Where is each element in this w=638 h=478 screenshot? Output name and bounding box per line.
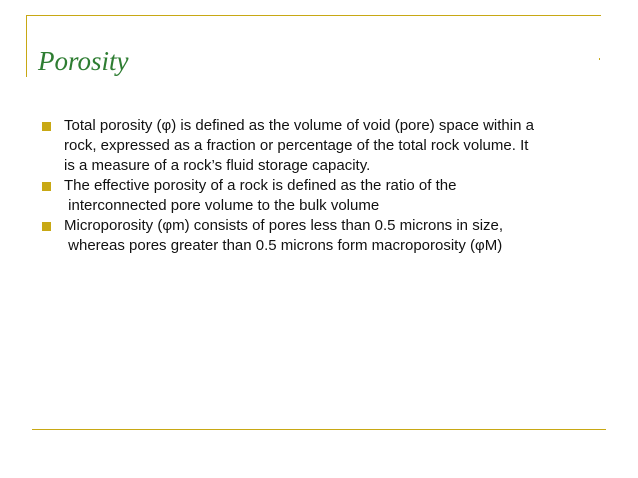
square-bullet-icon bbox=[42, 222, 51, 231]
top-rule bbox=[26, 15, 601, 16]
bullet-line: whereas pores greater than 0.5 microns form macroporosity (φM) bbox=[64, 237, 503, 254]
decorative-dot bbox=[599, 58, 600, 60]
left-rule bbox=[26, 15, 27, 77]
square-bullet-icon bbox=[42, 182, 51, 191]
bullet-item-microporosity bbox=[38, 216, 598, 256]
bullet-item-total-porosity bbox=[38, 116, 598, 176]
bullet-item-effective-porosity bbox=[38, 176, 598, 216]
bullet-list bbox=[38, 116, 598, 256]
bullet-line: Total porosity (φ) is defined as the volume of void (pore) space within a bbox=[64, 117, 534, 134]
bullet-line: Microporosity (φm) consists of pores less than 0.5 microns in size, bbox=[64, 217, 504, 234]
bullet-line: is a measure of a rock’s fluid storage capacity. bbox=[64, 157, 371, 174]
bullet-line: interconnected pore volume to the bulk volume bbox=[64, 197, 380, 214]
bullet-line: The effective porosity of a rock is defined as the ratio of the bbox=[64, 177, 457, 194]
slide-title: Porosity bbox=[38, 46, 129, 76]
bottom-rule bbox=[32, 429, 606, 430]
square-bullet-icon bbox=[42, 122, 51, 131]
bullet-line: rock, expressed as a fraction or percentage of the total rock volume. It bbox=[64, 137, 529, 154]
